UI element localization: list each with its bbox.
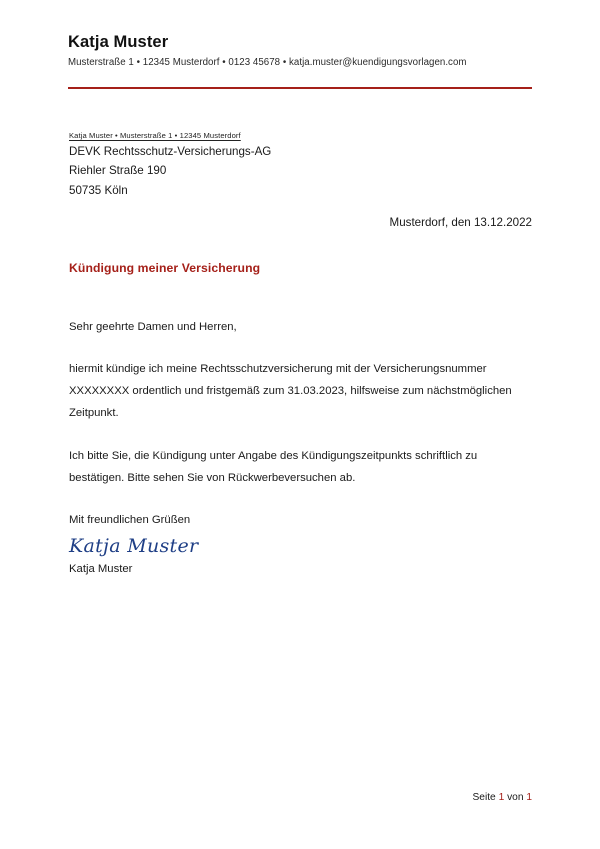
closing-salutation: Mit freundlichen Grüßen (69, 514, 191, 526)
body-paragraph-1: hiermit kündige ich meine Rechtsschutzversicherung mit der Versicherungsnummer XXXXXXXX ordentlich und fristgemäß zum 31.03.2023, hilfsweise zum nächstmöglichen Zeitpunkt. (69, 363, 512, 420)
return-address-line: Katja Muster • Musterstraße 1 • 12345 Musterdorf (69, 131, 241, 140)
handwritten-signature: Katja Muster (69, 535, 199, 557)
footer-current-page: 1 (498, 792, 505, 803)
salutation: Sehr geehrte Damen und Herren, (69, 321, 237, 333)
letter-body (69, 316, 532, 510)
signature-printed-name: Katja Muster (69, 563, 133, 575)
date-line: Musterdorf, den 13.12.2022 (389, 216, 532, 229)
footer-middle: von (504, 792, 527, 803)
header-divider (68, 87, 532, 89)
subject-line: Kündigung meiner Versicherung (69, 261, 261, 275)
body-paragraph-2: Ich bitte Sie, die Kündigung unter Angabe des Kündigungszeitpunkts schriftlich zu bestätigen. Bitte sehen Sie von Rückwerbeversuchen ab. (69, 450, 478, 485)
recipient-line-2: Riehler Straße 190 (69, 164, 167, 178)
recipient-line-1: DEVK Rechtsschutz-Versicherungs-AG (69, 145, 272, 158)
recipient-address-block (69, 142, 271, 200)
page-footer (473, 792, 533, 803)
letterhead (68, 33, 532, 68)
footer-total-pages: 1 (526, 792, 532, 803)
footer-prefix: Seite (472, 792, 499, 803)
sender-contact-line: Musterstraße 1 • 12345 Musterdorf • 0123 45678 • katja.muster@kuendigungsvorlagen.com (68, 56, 467, 68)
sender-name: Katja Muster (68, 33, 169, 51)
recipient-line-3: 50735 Köln (69, 183, 128, 197)
